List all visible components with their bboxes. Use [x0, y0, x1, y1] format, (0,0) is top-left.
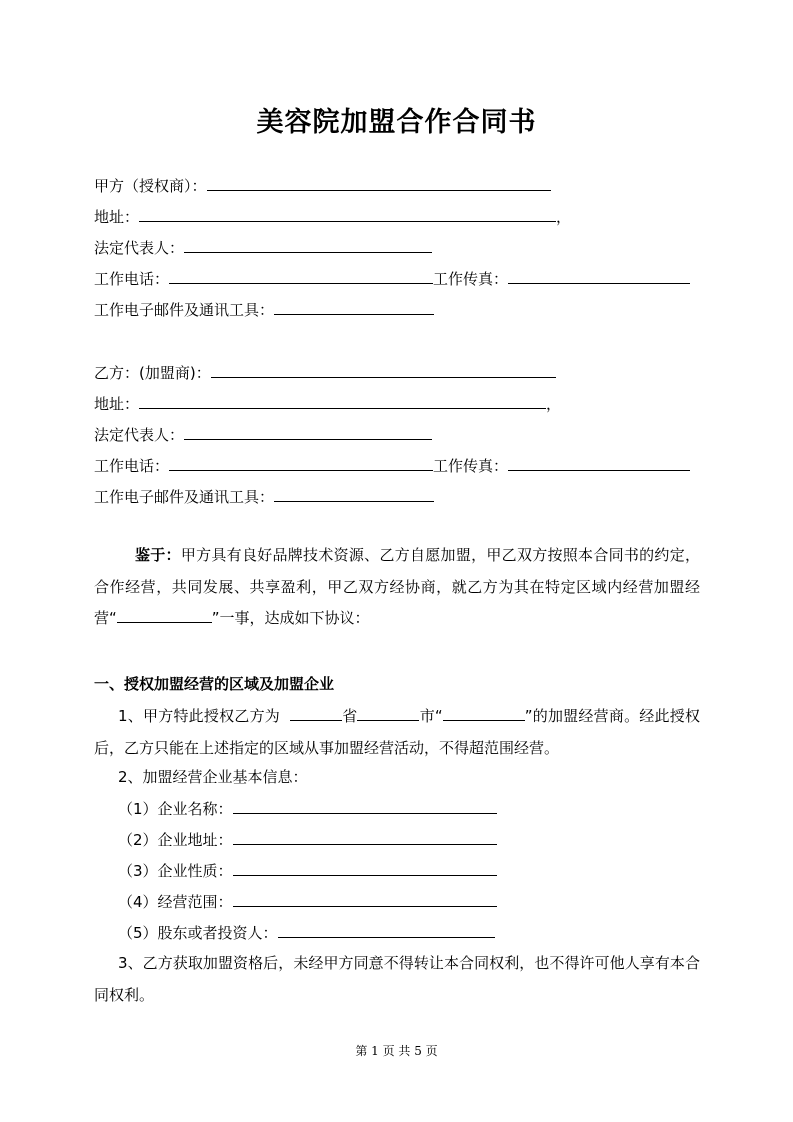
- enterprise-nature-line: [118, 860, 497, 881]
- party-b-rep-label: 法定代表人：: [94, 426, 185, 444]
- page-footer: 第 1 页 共 5 页: [355, 1044, 438, 1058]
- section-1-item-2: 2、加盟经营企业基本信息：: [118, 768, 308, 786]
- enterprise-address-line: [118, 829, 497, 850]
- party-a-rep-line: [94, 237, 432, 258]
- party-b-address-label: 地址：: [94, 395, 140, 413]
- item-1-text-a: 1、甲方特此授权乙方为: [118, 707, 281, 725]
- party-a-email-line: [94, 299, 434, 320]
- party-b-email-blank[interactable]: [274, 486, 434, 502]
- party-a-fax-label: 工作传真：: [433, 270, 509, 288]
- party-b-fax-label: 工作传真：: [433, 457, 509, 475]
- enterprise-address-label: （2）企业地址：: [118, 831, 233, 849]
- party-a-email-label: 工作电子邮件及通讯工具：: [94, 301, 275, 319]
- party-a-address-comma: ，: [556, 208, 572, 226]
- party-a-name-label: 甲方（授权商）：: [94, 177, 207, 195]
- preamble-project-blank[interactable]: [117, 607, 212, 623]
- party-a-address-blank[interactable]: [139, 206, 556, 222]
- province-label: 省: [342, 707, 358, 725]
- shareholder-label: （5）股东或者投资人：: [118, 924, 278, 942]
- preamble-text-1: 甲方具有良好品牌技术资源、乙方自愿加盟，甲乙双方按照本合同书的约定，合作经营，共同发展、共享盈利，甲乙双方经协商，就乙方为其在特定区域内经营加盟经营“: [94, 546, 700, 627]
- party-b-email-label: 工作电子邮件及通讯工具：: [94, 488, 275, 506]
- preamble-paragraph: [94, 540, 700, 635]
- party-a-address-line: [94, 206, 571, 227]
- enterprise-nature-blank[interactable]: [233, 860, 497, 876]
- enterprise-address-blank[interactable]: [233, 829, 497, 845]
- party-b-email-line: [94, 486, 434, 507]
- shareholder-blank[interactable]: [278, 922, 495, 938]
- franchise-name-blank[interactable]: [443, 705, 525, 721]
- party-b-address-line: [94, 393, 561, 414]
- party-b-fax-blank[interactable]: [508, 455, 690, 471]
- city-blank[interactable]: [357, 705, 419, 721]
- party-a-phone-blank[interactable]: [169, 268, 433, 284]
- preamble-lead: 鉴于：: [135, 546, 181, 564]
- business-scope-blank[interactable]: [233, 891, 497, 907]
- party-b-rep-line: [94, 424, 432, 445]
- section-1-heading: 一、授权加盟经营的区域及加盟企业: [94, 675, 335, 693]
- section-1-item-1: [94, 701, 700, 764]
- enterprise-name-label: （1）企业名称：: [118, 800, 233, 818]
- party-b-name-blank[interactable]: [211, 362, 556, 378]
- party-b-phone-blank[interactable]: [169, 455, 433, 471]
- item-1-text-b: ”的加盟经营商。经此授权后，乙方只能在上述指定的区域从事加盟经营活动，不得超范围经营。: [94, 707, 700, 757]
- party-a-email-blank[interactable]: [274, 299, 434, 315]
- enterprise-name-line: [118, 798, 497, 819]
- party-b-address-blank[interactable]: [139, 393, 546, 409]
- party-a-name-blank[interactable]: [207, 175, 551, 191]
- party-b-address-comma: ，: [546, 395, 562, 413]
- party-b-rep-blank[interactable]: [184, 424, 432, 440]
- party-a-name-line: [94, 175, 551, 196]
- shareholder-line: [118, 922, 495, 943]
- party-a-address-label: 地址：: [94, 208, 140, 226]
- party-b-phone-label: 工作电话：: [94, 457, 170, 475]
- city-label: 市“: [419, 707, 443, 725]
- party-a-rep-label: 法定代表人：: [94, 239, 185, 257]
- enterprise-name-blank[interactable]: [233, 798, 497, 814]
- business-scope-line: [118, 891, 497, 912]
- section-1-item-3: 3、乙方获取加盟资格后，未经甲方同意不得转让本合同权利，也不得许可他人享有本合同权利。: [94, 954, 700, 1004]
- preamble-text-2: ”一事，达成如下协议：: [211, 609, 370, 627]
- party-b-phone-line: [94, 455, 690, 476]
- document-title: 美容院加盟合作合同书: [256, 107, 537, 138]
- party-a-rep-blank[interactable]: [184, 237, 432, 253]
- party-a-phone-label: 工作电话：: [94, 270, 170, 288]
- party-b-name-line: [94, 362, 556, 383]
- party-a-phone-line: [94, 268, 690, 289]
- province-blank[interactable]: [290, 705, 342, 721]
- party-a-fax-blank[interactable]: [508, 268, 690, 284]
- business-scope-label: （4）经营范围：: [118, 893, 233, 911]
- party-b-name-label: 乙方：(加盟商)：: [94, 364, 211, 382]
- enterprise-nature-label: （3）企业性质：: [118, 862, 233, 880]
